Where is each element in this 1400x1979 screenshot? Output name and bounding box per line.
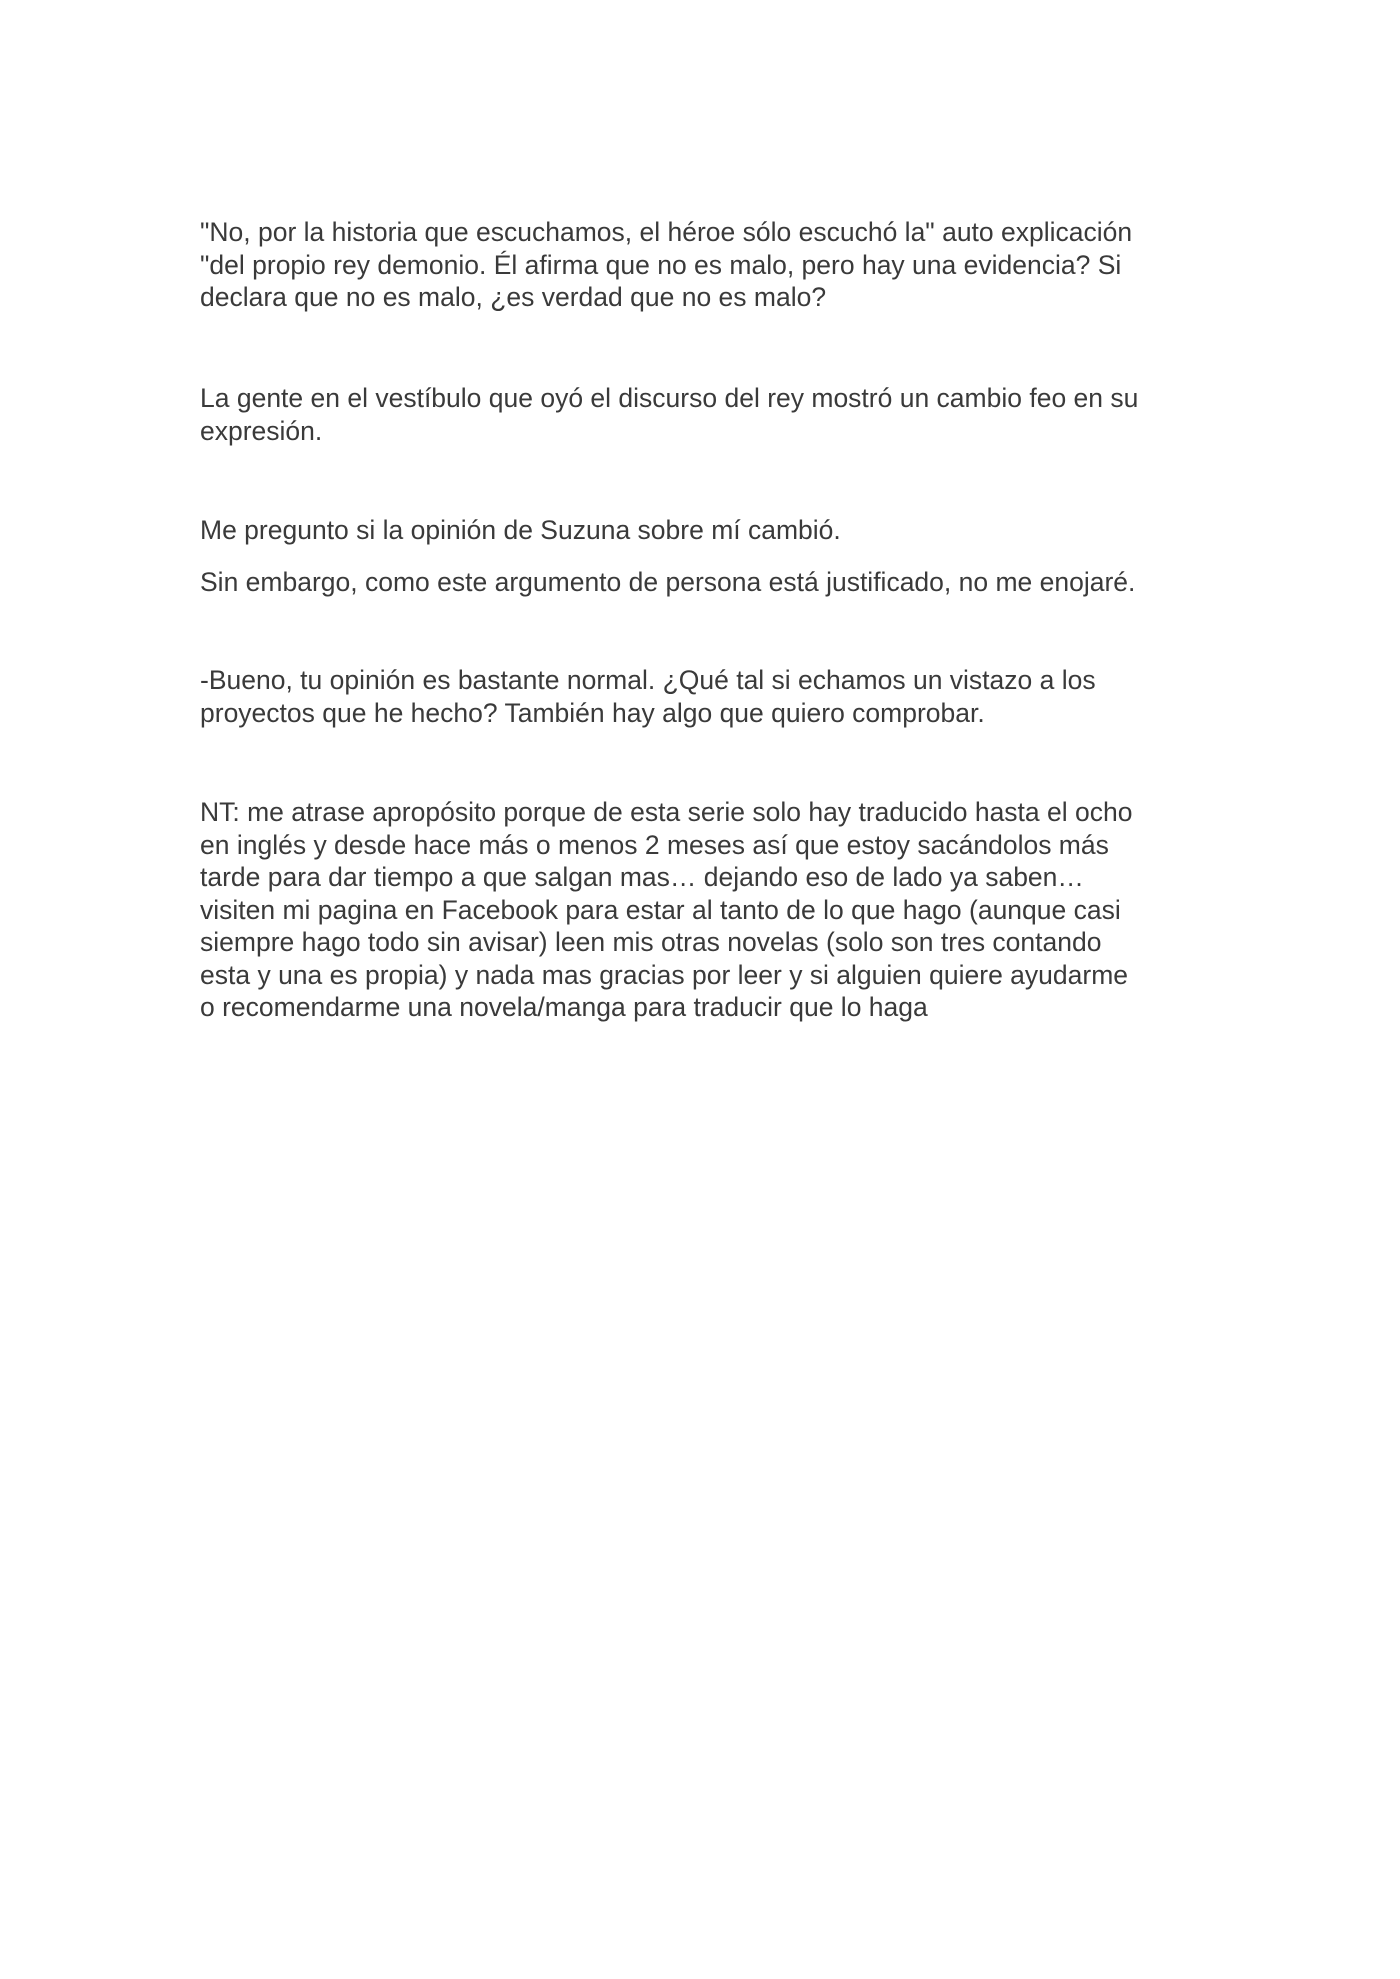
paragraph-hall-reaction: La gente en el vestíbulo que oyó el discurso del rey mostró un cambio feo en su expresión. — [200, 383, 1139, 446]
paragraph-justified-argument: Sin embargo, como este argumento de persona está justificado, no me enojaré. — [200, 567, 1136, 597]
paragraph-translator-note: NT: me atrase apropósito porque de esta serie solo hay traducido hasta el ocho en inglés y desde hace más o menos 2 meses así que estoy sacándolos más tarde para dar tiempo a que salgan mas… dejando eso de lado ya saben… visiten mi pagina en Facebook para estar al tanto de lo que hago (aunque casi siempre hago todo sin avisar) leen mis otras novelas (solo son tres contando esta y una es propia) y nada mas gracias por leer y si alguien quiere ayudarme o recomendarme una novela/manga para traducir que lo haga — [200, 797, 1133, 1022]
paragraph-suzuna-opinion: Me pregunto si la opinión de Suzuna sobre mí cambió. — [200, 515, 841, 545]
paragraph-projects-dialogue: -Bueno, tu opinión es bastante normal. ¿Qué tal si echamos un vistazo a los proyectos que he hecho? También hay algo que quiero comprobar. — [200, 665, 1096, 728]
paragraph-hero-explanation: "No, por la historia que escuchamos, el héroe sólo escuchó la" auto explicación "del propio rey demonio. Él afirma que no es malo, pero hay una evidencia? Si declara que no es malo, ¿es verdad que no es malo? — [200, 217, 1133, 312]
